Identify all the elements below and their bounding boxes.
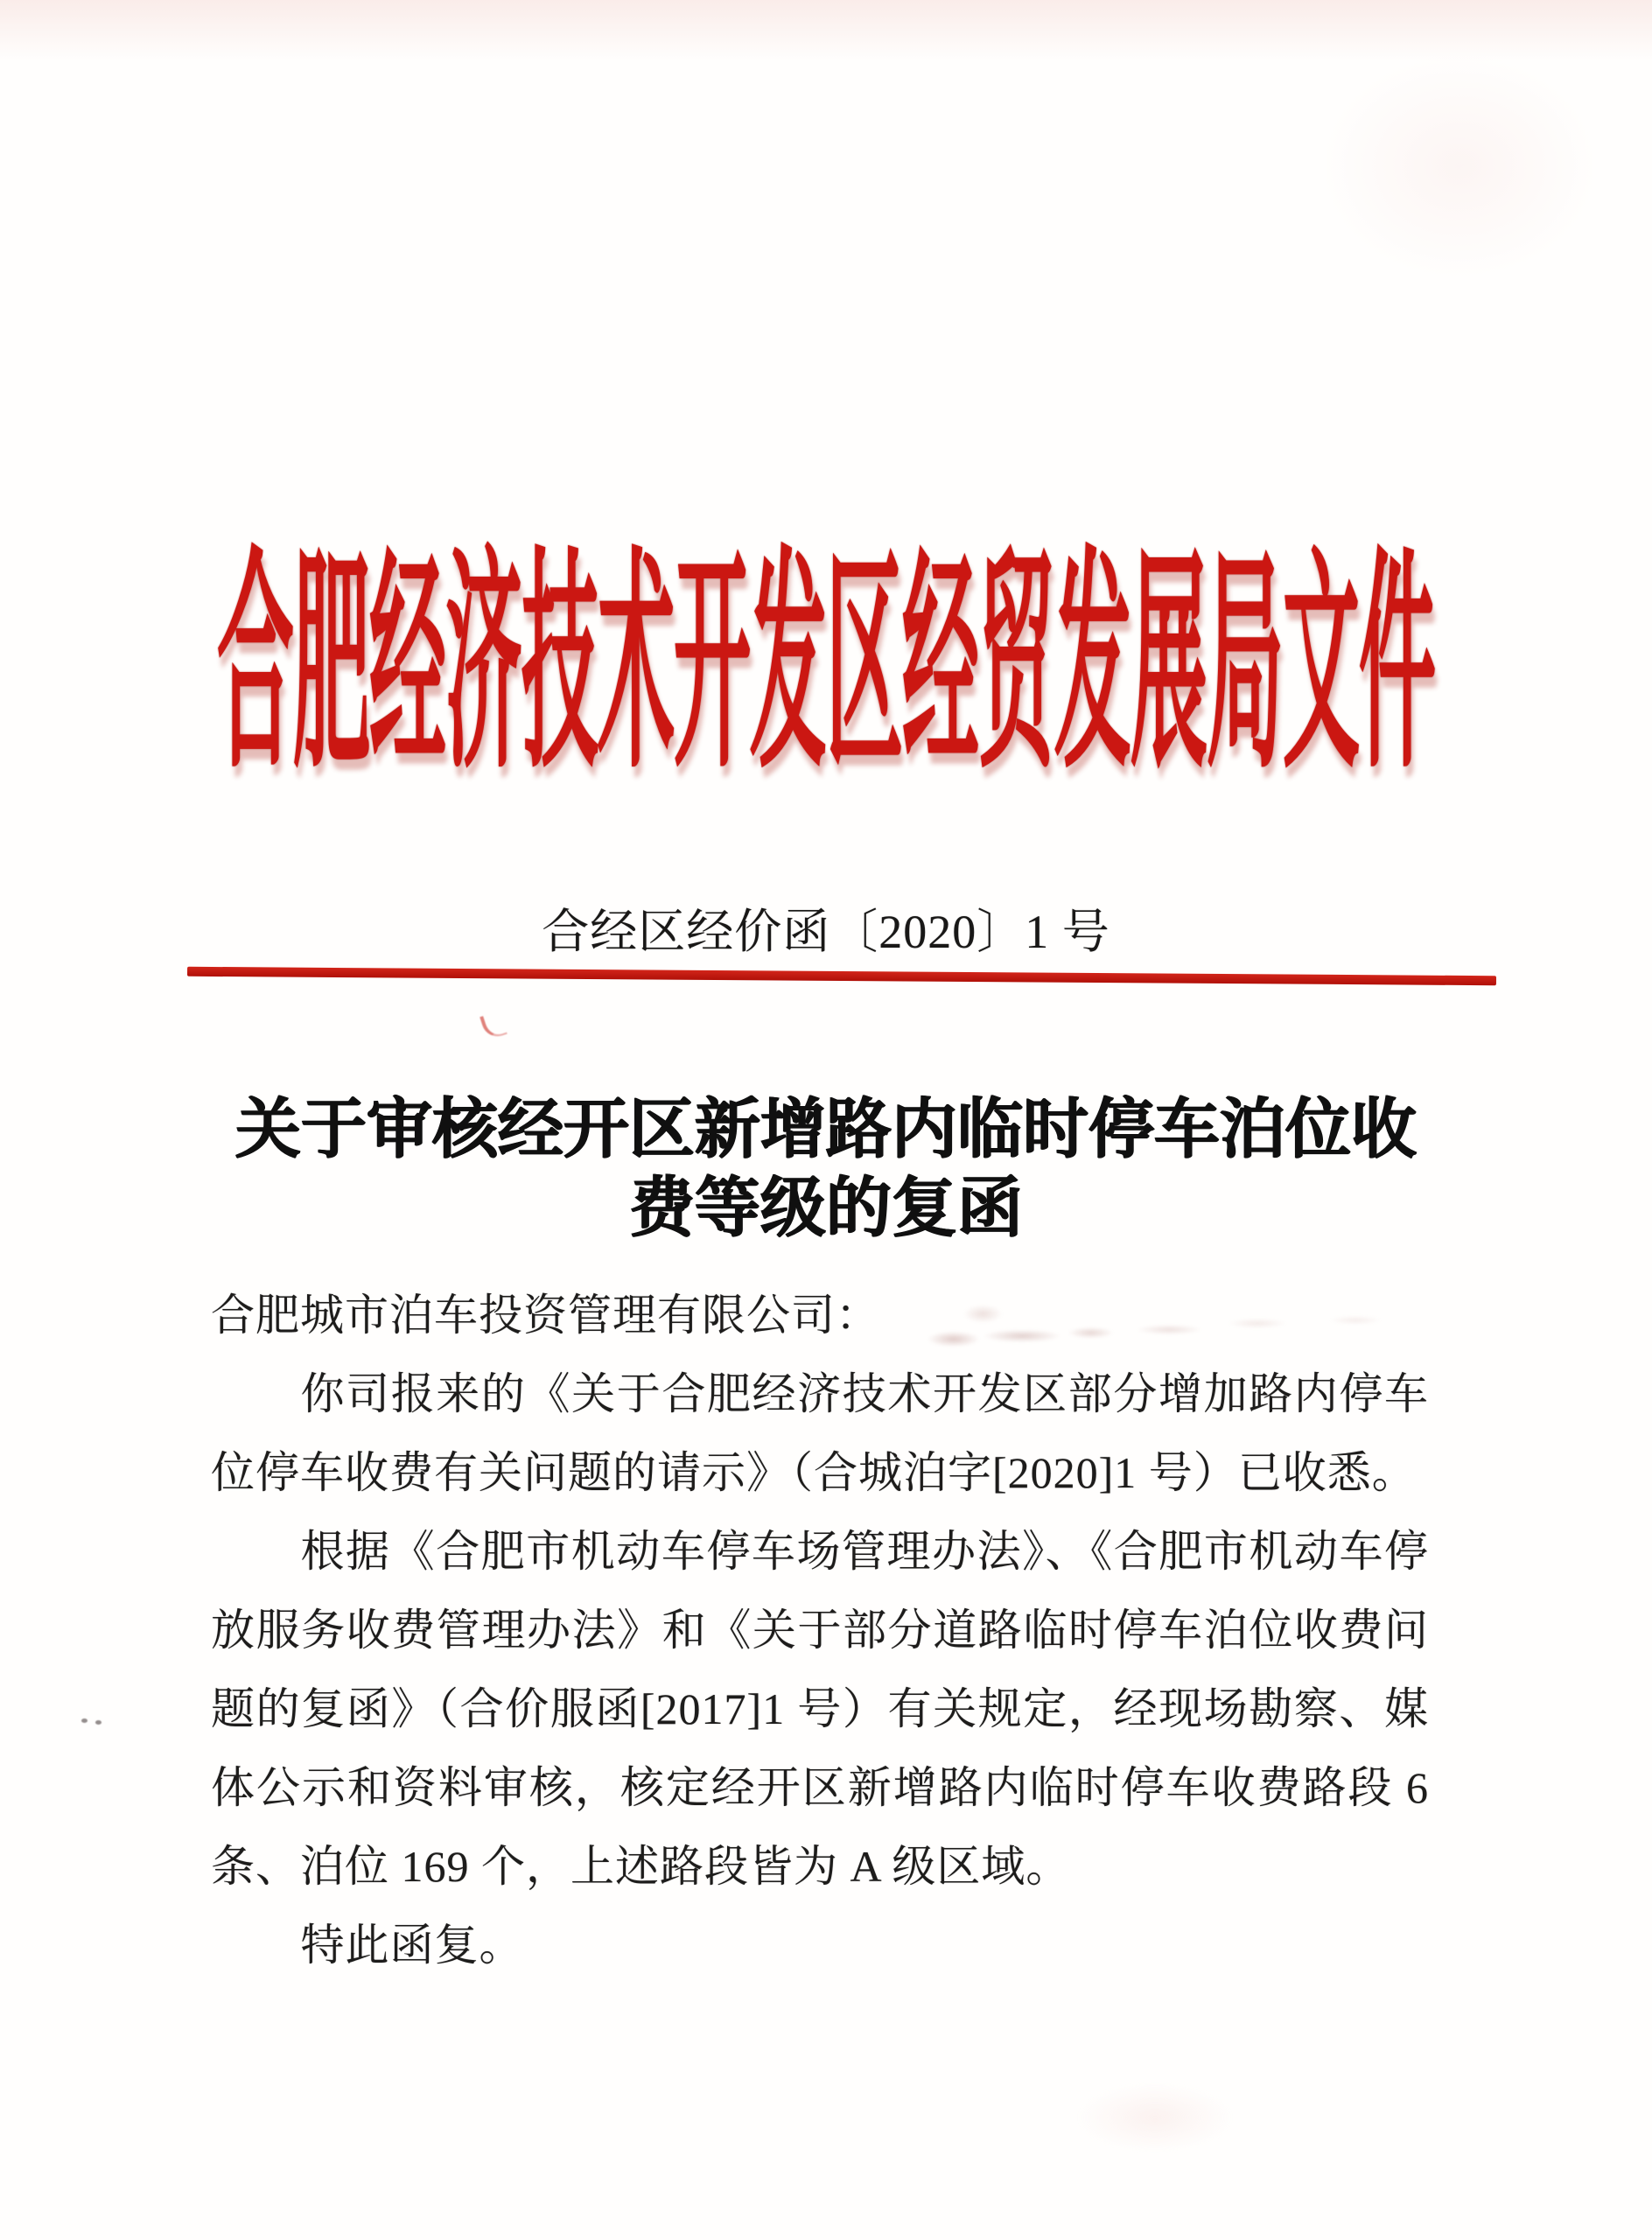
scan-artifact-pencil-dots <box>81 1717 108 1726</box>
document-title-line2: 费等级的复函 <box>628 1172 1023 1245</box>
document-title-line1: 关于审核经开区新增路内临时停车泊位收 <box>234 1094 1417 1166</box>
body-paragraph: 你司报来的《关于合肥经济技术开发区部分增加路内停车位停车收费有关问题的请示》（合城泊字[2020]1 号）已收悉。 <box>211 1369 1429 1497</box>
salutation: 合肥城市泊车投资管理有限公司： <box>211 1291 880 1340</box>
scan-artifact-bottom-streak <box>1076 2082 1234 2152</box>
scan-artifact-corner-wash <box>1320 52 1600 280</box>
body-paragraph: 根据《合肥市机动车停车场管理办法》、《合肥市机动车停放服务收费管理办法》和《关于部分道路临时停车泊位收费问题的复函》（合价服函[2017]1 号）有关规定，经现场勘察、媒体公示和资料审核，核定经开区新增路内临时停车收费路段 6 条、泊位 169 个，上述路段皆为 A 级区域。 <box>211 1527 1429 1891</box>
body-paragraph: 特此函复。 <box>300 1921 524 1970</box>
red-divider-rule <box>187 967 1496 985</box>
scan-artifact-top-wash <box>0 0 1652 61</box>
document-body <box>211 1276 1429 1984</box>
masthead <box>0 523 1652 798</box>
document-number: 合经区经价函〔2020〕1 号 <box>542 906 1110 958</box>
document-title <box>0 1091 1652 1249</box>
masthead-title: 合肥经济技术开发区经贸发展局文件 <box>216 539 1435 798</box>
scan-artifact-red-speck <box>480 1011 507 1040</box>
